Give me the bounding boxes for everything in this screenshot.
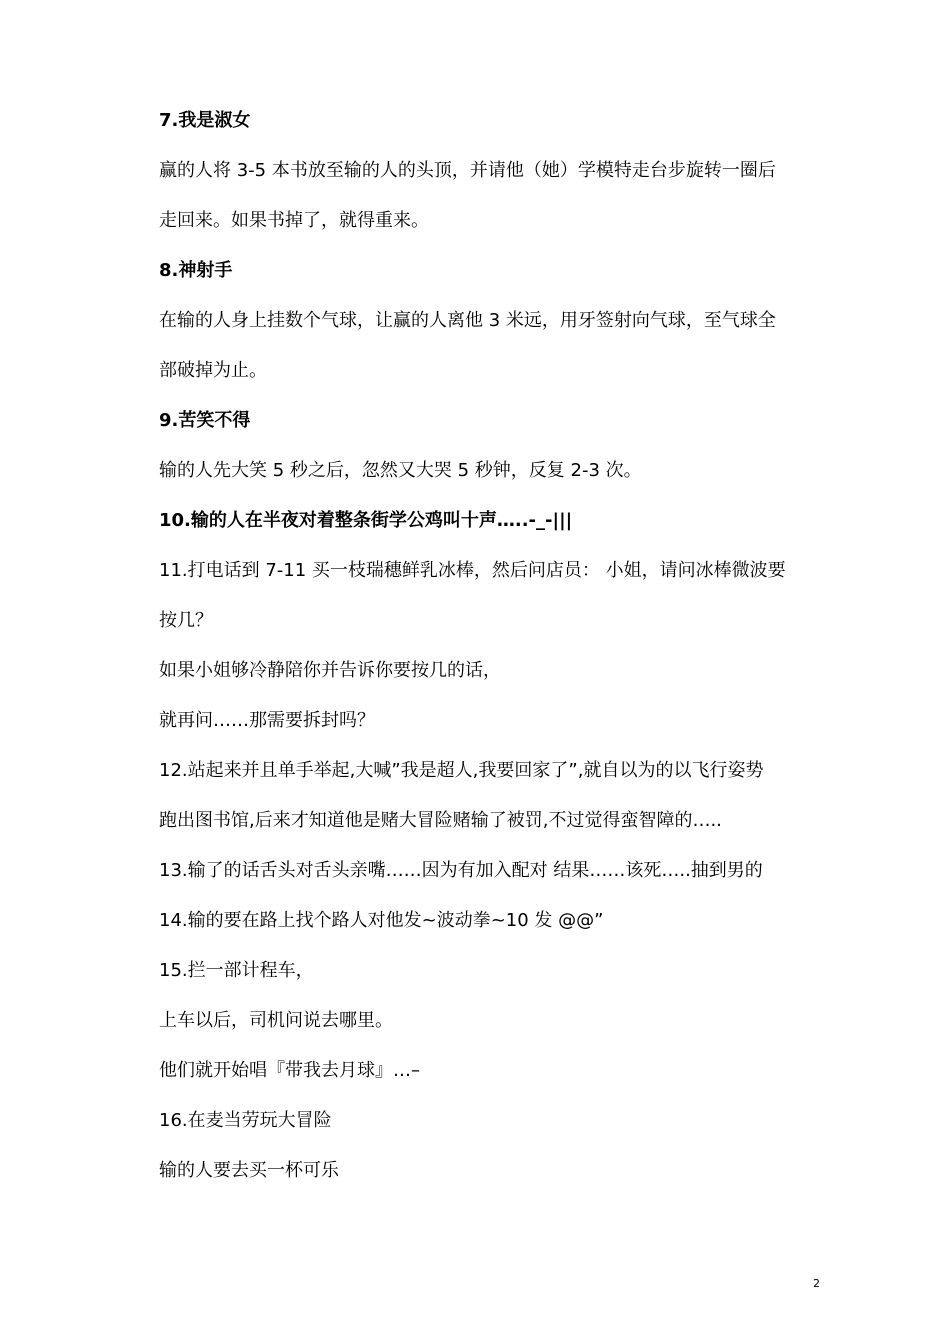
paragraph-line: 他们就开始唱『带我去月球』…– — [159, 1060, 420, 1081]
paragraph-line: 按几？ — [159, 610, 213, 631]
paragraph-line: 上车以后，司机问说去哪里。 — [159, 1010, 393, 1031]
paragraph-line: 输的人先大笑 5 秒之后，忽然又大哭 5 秒钟，反复 2-3 次。 — [159, 460, 642, 481]
heading-7: 7.我是淑女 — [159, 110, 251, 131]
paragraph-line: 14.输的要在路上找个路人对他发~波动拳~10 发 @@” — [159, 910, 604, 931]
paragraph-line: 走回来。如果书掉了，就得重来。 — [159, 210, 429, 231]
page-number: 2 — [813, 1277, 820, 1290]
paragraph-line: 11.打电话到 7-11 买一枝瑞穗鲜乳冰棒，然后问店员： 小姐，请问冰棒微波要 — [159, 560, 786, 581]
paragraph-line: 16.在麦当劳玩大冒险 — [159, 1110, 332, 1131]
paragraph-line: 13.输了的话舌头对舌头亲嘴……因为有加入配对 结果……该死…..抽到男的 — [159, 860, 763, 881]
paragraph-line: 15.拦一部计程车， — [159, 960, 314, 981]
paragraph-line: 输的人要去买一杯可乐 — [159, 1160, 339, 1181]
heading-9: 9.苦笑不得 — [159, 410, 251, 431]
paragraph-line: 在输的人身上挂数个气球，让赢的人离他 3 米远，用牙签射向气球，至气球全 — [159, 310, 776, 331]
paragraph-line: 12.站起来并且单手举起,大喊”我是超人,我要回家了”,就自以为的以飞行姿势 — [159, 760, 764, 781]
paragraph-line: 部破掉为止。 — [159, 360, 267, 381]
paragraph-line: 如果小姐够冷静陪你并告诉你要按几的话， — [159, 660, 501, 681]
paragraph-line: 赢的人将 3-5 本书放至输的人的头顶，并请他（她）学模特走台步旋转一圈后 — [159, 160, 776, 181]
heading-10: 10.输的人在半夜对着整条街学公鸡叫十声…..-_-||| — [159, 510, 573, 531]
paragraph-line: 就再问……那需要拆封吗？ — [159, 710, 375, 731]
heading-8: 8.神射手 — [159, 260, 233, 281]
paragraph-line: 跑出图书馆,后来才知道他是赌大冒险赌输了被罚,不过觉得蛮智障的….. — [159, 810, 722, 831]
